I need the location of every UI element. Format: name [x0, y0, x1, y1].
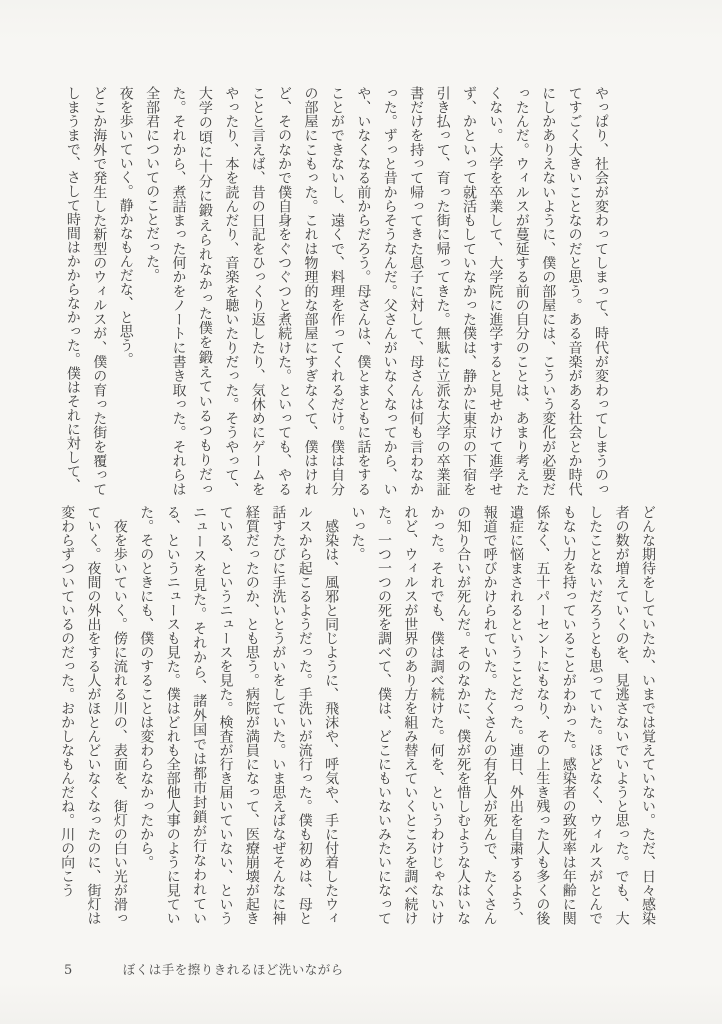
- paragraph: やっぱり、社会が変わってしまって、時代が変わってしまうのってすごく大きいことなのだと思う。ある音楽がある社会とか時代にしかありえないように、僕の部屋には、こういう変化が必要だったんだ。ウィルスが蔓延する前の自分のことは、あまり考えたくない。大学を卒業して、大学院に進学すると見せかけて進学せず、かといって就活もしていなかった僕は、静かに東京の下宿を引き払って、育った街に帰ってきた。無駄に立派な大学の卒業証書だけを持って帰ってきた息子に対して、母さんは何も言わなかった。ずっと昔からそうなんだ。父さんがいなくなってから、いや、いなくなる前からだろう。母さんは、僕とまともに話をすることができないし、遠くで、料理を作ってくれるだけ。僕は自分の部屋にこもった。これは物理的な部屋にすぎなくて、僕はけれど、そのなかで僕自身をぐつぐつと煮続けた。といっても、やることと言えば、昔の日記をひっくり返したり、気休めにゲームをやったり、本を読んだり、音楽を聴いたりだった。そうやって、大学の頃に十分に鍛えられなかった僕を鍛えているつもりだった。それから、煮詰まった何かをノートに書き取った。それらは全部君についてのことだった。: [144, 86, 609, 496]
- page-footer: [64, 960, 344, 978]
- page-number: 5: [64, 963, 73, 978]
- upper-text-block: [59, 86, 614, 496]
- running-title: ぼくは手を擦りきれるほど洗いながら: [122, 962, 344, 977]
- lower-text-block: [54, 505, 661, 925]
- paragraph: どこか海外で発生した新型のウィルスが、僕の育った街を覆ってしまうまで、さして時間はかからなかった。僕はそれに対して、: [64, 86, 108, 496]
- paragraph: どんな期待をしていたか、いまでは覚えていない。ただ、日々感染者の数が増えていくのを、見逃さないでいようと思った。でも、大したことないだろうとも思っていた。ほどなく、ウィルスがとんでもない力を持っていることがわかった。感染者の致死率は年齢に関係なく、五十パーセントにもなり、その上生き残った人も多くの後遺症に悩まされるということだった。連日、外出を自粛するよう、報道で呼びかけられていた。たくさんの有名人が死んで、たくさんの知り合いが死んだ。そのなかに、僕が死を惜しむような人はいなかった。それでも、僕は調べ続けた。何を、というわけじゃないけれど、ウィルスが世界のあり方を組み替えていくところを調べ続けた。一つ一つの死を調べて、僕は、どこにもいないみたいになっていった。: [349, 505, 656, 925]
- paragraph: 夜を歩いていく。静かなもんだな、と思う。: [117, 86, 134, 366]
- paragraph: 感染は、風邪と同じように、飛沫や、呼気や、手に付着したウィルスから起こるようだった。手洗いが流行った。僕も初めは、母と話すたびに手洗いとうがいをしていた。いま思えばなぜそんなに神経質だったのか、とも思う。病院が満員になって、医療崩壊が起きている、というニュースを見た。検査が行き届いていない、というニュースを見た。それから、諸外国では都市封鎖が行なわれている、というニュースも見た。僕はどれも全部他人事のように見ていた。そのときにも、僕のすることは変わらなかったから。: [138, 505, 340, 925]
- paragraph: 夜を歩いていく。傍に流れる川の、表面を、街灯の白い光が滑っていく。夜間の外出をする人がほとんどいなくなったのに、街灯は変わらずついているのだった。おかしなもんだね。川の向こう: [59, 505, 128, 925]
